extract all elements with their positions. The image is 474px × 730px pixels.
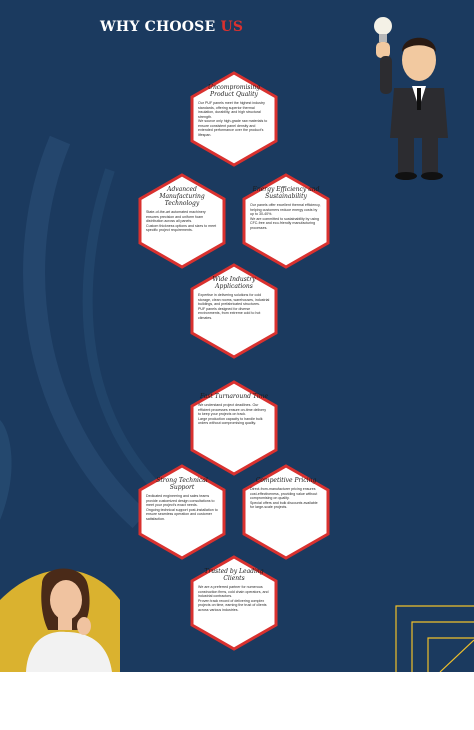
hexagon-competitive-pricing <box>238 464 334 560</box>
hexagon-industry-applications <box>186 263 282 359</box>
hexagon-line: Custom thickness options and sizes to meet specific project requirements. <box>146 223 217 232</box>
hexagon-line: We understand project deadlines. Our efficient processes ensure on-time delivery to keep your projects on track. <box>198 403 267 416</box>
thinking-woman-illustration <box>18 560 118 672</box>
hexagon-line: We source only high-grade raw materials to ensure consistent panel density and extended performance over the product's lifespan. <box>198 119 268 137</box>
hexagon-title: Energy Efficiency and Sustainability <box>252 186 320 200</box>
hexagon-line: Direct-from-manufacturer pricing ensures cost-effectiveness, providing value without compromising on quality. <box>250 487 318 500</box>
hexagon-title: Strong Technical Support <box>156 477 208 491</box>
hexagon-line: Our PUF panels meet the highest industry standards, offering superior thermal insulation, durability, and high structural strength. <box>198 101 265 119</box>
hexagon-line: Special offers and bulk discounts available for large-scale projects. <box>250 500 318 509</box>
hexagon-product-quality <box>186 71 282 167</box>
businessman-with-lightbulb-illustration <box>372 8 462 183</box>
hexagon-line: State-of-the-art automated machinery ensures precision and uniform foam distribution across all panels. <box>146 210 206 223</box>
bottom-white-margin <box>0 672 474 730</box>
hexagon-line: Proven track record of delivering complex projects on time, earning the trust of clients across various industries. <box>198 598 267 612</box>
hexagon-turnaround-time <box>186 380 282 476</box>
hexagon-title: Fast Turnaround Time <box>199 393 269 400</box>
title-accent: US <box>220 19 244 35</box>
hexagon-energy-efficiency <box>238 173 334 269</box>
hexagon-technical-support <box>134 464 230 560</box>
hexagon-line: PUF panels designed for diverse environments, from extreme cold to hot climates. <box>198 306 261 320</box>
hexagon-line: We are committed to sustainability by using CFC-free and eco-friendly manufacturing processes. <box>250 216 320 230</box>
hexagon-line: Dedicated engineering and sales teams provide customized design consultations to meet your project's exact needs. <box>146 494 215 507</box>
page-title <box>100 19 243 35</box>
hexagon-manufacturing-technology <box>134 173 230 269</box>
hexagon-line: Large production capacity to handle bulk orders without compromising quality. <box>198 416 263 425</box>
hexagon-title: Competitive Pricing <box>255 477 317 484</box>
hexagon-title: Wide Industry Applications <box>212 276 256 290</box>
hexagon-title: Uncompromising Product Quality <box>207 84 261 98</box>
hexagon-title: Trusted by Leading Clients <box>204 568 264 582</box>
hexagon-trusted-clients <box>186 555 282 651</box>
title-prefix: WHY CHOOSE <box>100 19 216 35</box>
hexagon-title: Advanced Manufacturing Technology <box>159 186 205 207</box>
hexagon-line: Our panels offer excellent thermal efficiency, helping customers reduce energy costs by up to 30-40%. <box>250 203 321 216</box>
hexagon-line: Ongoing technical support post-installation to ensure seamless operation and customer satisfaction. <box>146 507 218 521</box>
hexagon-line: Expertise in delivering solutions for cold storage, clean rooms, warehouses, industrial buildings, and prefabricated structures. <box>198 293 270 306</box>
hexagon-line: We are a preferred partner for numerous construction firms, cold chain operators, and industrial contractors. <box>198 585 269 598</box>
